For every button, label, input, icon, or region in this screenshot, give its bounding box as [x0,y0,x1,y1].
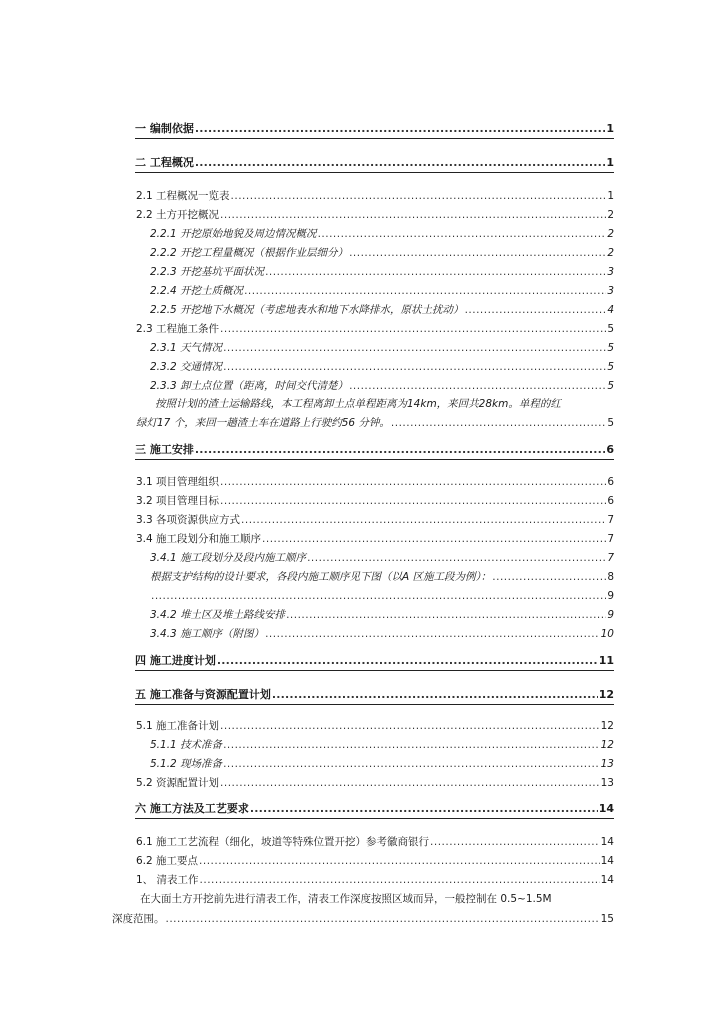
heading-underline [135,459,614,460]
dot-leader [286,608,606,622]
toc-entry[interactable] [150,551,614,565]
toc-entry-title: 工程概况 [149,156,194,169]
toc-entry-page: 6 [607,495,614,507]
paragraph-text: 在大面土方开挖前先进行清表工作，清表工作深度按照区域而异，一般控制在 0.5~1.5M [140,893,552,905]
toc-entry-title: 开挖工程量概况（根据作业层细分） [180,247,349,259]
dot-leader [217,654,598,668]
toc-entry-label [150,360,222,374]
toc-entry-page: 2 [607,209,614,221]
toc-entry-title: 施工工艺流程（细化，坡道等特殊位置开挖）参考徽商银行 [156,836,430,848]
toc-entry-number: 6.2 [136,855,153,867]
toc-entry-label [150,303,464,317]
toc-entry[interactable] [135,122,614,136]
toc-entry-page: 14 [600,874,614,886]
toc-entry-page: 4 [607,304,614,316]
dot-leader [265,265,606,279]
toc-entry-label [150,757,222,771]
toc-entry-title: 天气情况 [180,342,223,354]
toc-entry-page: 8 [607,571,614,583]
toc-entry-number: 5.2 [136,777,153,789]
dot-leader [349,379,606,393]
toc-entry-number: 3.2 [136,495,153,507]
toc-entry-title: 项目管理组织 [156,476,220,488]
dot-leader [349,246,606,260]
dot-leader [265,627,600,641]
toc-entry-page: 15 [600,913,614,925]
toc-entry-title: 施工要点 [156,855,199,867]
toc-entry[interactable] [135,802,614,816]
toc-entry-page: 14 [600,836,614,848]
toc-entry-title: 交通情况 [180,361,223,373]
toc-entry-number: 2.1 [136,190,153,202]
toc-entry-number: 5.1.1 [150,739,177,751]
toc-entry-number: 二 [135,156,146,169]
toc-entry-title: 土方开挖概况 [156,209,220,221]
toc-entry-title: 施工准备与资源配置计划 [149,688,271,701]
dot-leader [195,156,606,170]
toc-entry[interactable] [150,303,614,317]
toc-entry-number: 3.1 [136,476,153,488]
toc-entry-number: 一 [135,122,146,135]
dot-leader [318,227,607,241]
dot-leader [223,360,606,374]
toc-entry-title: 现场准备 [180,758,223,770]
toc-paragraph-line[interactable] [112,912,614,926]
toc-entry[interactable] [136,532,614,546]
toc-entry[interactable] [150,284,614,298]
dot-leader [223,757,600,771]
toc-entry-page: 13 [600,777,614,789]
toc-entry[interactable] [150,738,614,752]
toc-paragraph-line[interactable] [136,416,614,430]
toc-entry-label [136,494,219,508]
toc-entry-label [136,854,198,868]
dot-leader [199,854,600,868]
toc-entry-number: 2.3.1 [150,342,177,354]
toc-entry[interactable] [135,443,614,457]
toc-entry[interactable] [136,835,614,849]
dot-leader [200,873,600,887]
toc-entry[interactable] [150,608,614,622]
toc-entry-page: 7 [607,552,614,564]
toc-entry-number: 3.4.3 [150,628,177,640]
toc-entry-label [150,265,264,279]
toc-entry-page: 13 [600,758,614,770]
heading-underline [135,818,614,819]
dot-leader [492,570,606,584]
toc-entry-title: 资源配置计划 [156,777,220,789]
toc-entry[interactable] [135,688,614,702]
toc-entry-page: 7 [607,533,614,545]
toc-entry-number: 2.3.3 [150,380,177,392]
paragraph-text: 深度范围。 [112,913,165,925]
heading-underline [135,704,614,705]
dot-leader [262,532,606,546]
toc-entry[interactable] [150,627,614,641]
toc-entry-label [150,379,348,393]
toc-entry[interactable] [136,494,614,508]
toc-entry-label [150,227,317,241]
dot-leader [430,835,600,849]
toc-entry-label [150,608,285,622]
toc-entry-number: 2.2.3 [150,266,177,278]
toc-entry-label [135,443,194,457]
dot-leader [223,341,606,355]
toc-entry-label [150,246,348,260]
toc-entry-page: 2 [607,228,614,240]
toc-entry-page: 3 [607,285,614,297]
toc-entry-number: 2.2.1 [150,228,177,240]
dot-leader [244,284,606,298]
toc-entry-label [136,719,219,733]
toc-entry-number: 2.2.5 [150,304,177,316]
toc-entry-page: 12 [600,739,614,751]
dot-leader [272,688,598,702]
dot-leader [465,303,607,317]
dot-leader [195,122,606,136]
toc-entry-title: 清表工作 [156,874,199,886]
toc-paragraph-line[interactable] [140,892,614,906]
toc-entry-page: 5 [607,417,614,429]
toc-entry-number: 2.3 [136,323,153,335]
dot-leader [220,494,606,508]
toc-entry[interactable] [136,873,614,887]
dot-leader [220,208,606,222]
toc-entry-page: 1 [606,156,614,169]
toc-entry-label [150,341,222,355]
dot-leader [195,443,606,457]
toc-entry[interactable] [135,156,614,170]
toc-entry-page: 5 [607,361,614,373]
toc-entry[interactable] [136,513,614,527]
toc-entry-number: 2.2.2 [150,247,177,259]
toc-entry-page: 1 [606,122,614,135]
toc-entry-number: 3.3 [136,514,153,526]
toc-entry[interactable] [150,360,614,374]
toc-entry-number: 三 [135,443,146,456]
toc-entry-label [136,513,240,527]
toc-entry-title: 施工安排 [149,443,194,456]
toc-entry-page: 9 [607,590,614,602]
toc-entry-page: 5 [607,342,614,354]
toc-entry-number: 1、 [136,874,154,886]
toc-entry-title: 开挖地下水概况（考虑地表水和地下水降排水，原状土扰动） [180,304,464,316]
toc-entry-page: 14 [598,802,614,815]
toc-entry-page: 12 [598,688,614,701]
dot-leader [220,776,600,790]
toc-entry-number: 5.1.2 [150,758,177,770]
toc-entry-title: 各项资源供应方式 [156,514,241,526]
heading-underline [135,670,614,671]
toc-entry-label [136,475,219,489]
toc-entry-title: 开挖原始地貌及周边情况概况 [180,228,317,240]
toc-entry-label [150,551,306,565]
toc-entry-label [150,627,264,641]
toc-entry-label [150,284,243,298]
toc-entry[interactable] [136,719,614,733]
paragraph-text: 按照计划的渣土运输路线，本工程离卸土点单程距离为14km，来回共28km。单程的红 [155,398,561,410]
dot-leader [166,912,600,926]
toc-entry[interactable] [135,654,614,668]
toc-entry[interactable] [150,341,614,355]
dot-leader [391,416,606,430]
toc-entry-title: 技术准备 [180,739,223,751]
toc-blank-line[interactable] [150,589,614,603]
toc-entry[interactable] [136,776,614,790]
heading-underline [135,172,614,173]
toc-entry-number: 3.4.1 [150,552,177,564]
toc-entry-number: 四 [135,654,146,667]
dot-leader [151,589,606,603]
toc-entry[interactable] [136,475,614,489]
toc-entry-label [136,189,230,203]
toc-paragraph-line[interactable] [150,570,614,584]
toc-entry-number: 5.1 [136,720,153,732]
toc-entry-page: 6 [606,443,614,456]
toc-paragraph-line[interactable] [155,397,614,411]
toc-entry-label [150,738,222,752]
toc-entry-title: 堆土区及堆土路线安排 [180,609,286,621]
toc-entry-page: 1 [607,190,614,202]
toc-entry-page: 14 [600,855,614,867]
toc-entry-page: 2 [607,247,614,259]
heading-underline [135,138,614,139]
toc-entry-title: 工程施工条件 [156,323,220,335]
paragraph-text: 根据支护结构的设计要求，各段内施工顺序见下图（以A 区施工段为例）： [150,571,492,583]
toc-entry-label [135,688,271,702]
toc-entry-title: 卸土点位置（距离，时间交代清楚） [180,380,349,392]
dot-leader [220,475,606,489]
dot-leader [307,551,606,565]
dot-leader [231,189,607,203]
toc-entry-title: 施工进度计划 [149,654,216,667]
toc-entry-page: 5 [607,323,614,335]
toc-entry-title: 施工顺序（附图） [180,628,265,640]
toc-entry-label [135,122,194,136]
toc-entry-page: 9 [607,609,614,621]
toc-entry-page: 5 [607,380,614,392]
toc-entry-number: 2.2.4 [150,285,177,297]
dot-leader [250,802,598,816]
toc-entry-title: 工程概况一览表 [156,190,230,202]
toc-entry-title: 开挖土质概况 [180,285,244,297]
dot-leader [220,719,600,733]
toc-entry[interactable] [150,227,614,241]
dot-leader [220,322,606,336]
toc-entry-label [136,532,261,546]
toc-entry-page: 7 [607,514,614,526]
toc-entry-label [136,322,219,336]
toc-entry-title: 施工准备计划 [156,720,220,732]
toc-entry-number: 6.1 [136,836,153,848]
toc-entry-number: 3.4 [136,533,153,545]
toc-entry-page: 10 [600,628,614,640]
toc-entry-page: 6 [607,476,614,488]
toc-entry-title: 项目管理目标 [156,495,220,507]
toc-entry[interactable] [150,379,614,393]
dot-leader [223,738,600,752]
toc-entry-label [136,835,429,849]
toc-entry-number: 2.2 [136,209,153,221]
toc-entry-label [136,776,219,790]
toc-entry[interactable] [136,854,614,868]
toc-entry-page: 11 [598,654,614,667]
toc-entry-title: 编制依据 [149,122,194,135]
toc-entry-title: 施工段划分和施工顺序 [156,533,262,545]
toc-entry[interactable] [136,189,614,203]
toc-entry[interactable] [150,757,614,771]
toc-entry-label [136,208,219,222]
toc-entry[interactable] [136,322,614,336]
toc-entry-number: 2.3.2 [150,361,177,373]
toc-entry-label [136,873,199,887]
toc-entry-label [135,654,216,668]
toc-entry[interactable] [150,265,614,279]
toc-entry-title: 施工方法及工艺要求 [149,802,249,815]
toc-entry-number: 六 [135,802,146,815]
toc-entry-number: 五 [135,688,146,701]
toc-entry-page: 3 [607,266,614,278]
dot-leader [241,513,606,527]
toc-entry-label [135,156,194,170]
toc-entry-page: 12 [600,720,614,732]
toc-entry[interactable] [150,246,614,260]
toc-entry-label [135,802,249,816]
toc-entry-title: 施工段划分及段内施工顺序 [180,552,307,564]
toc-entry-number: 3.4.2 [150,609,177,621]
toc-entry[interactable] [136,208,614,222]
paragraph-text: 绿灯17 个，来回一趟渣土车在道路上行驶约56 分钟。 [136,417,390,429]
toc-entry-title: 开挖基坑平面状况 [180,266,265,278]
